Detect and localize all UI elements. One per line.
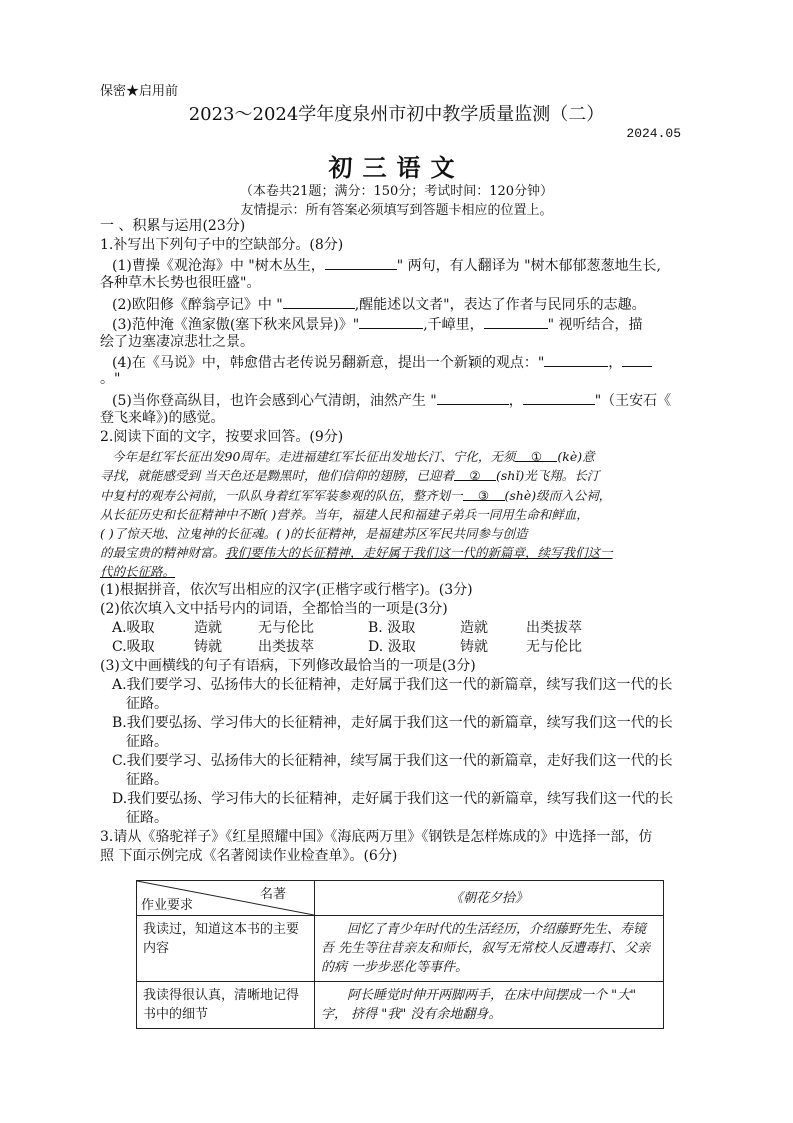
choice-d-line1: D.我们要弘扬、学习伟大的长征精神，走好属于我们这一代的新篇章，续写我们这一代的长 xyxy=(112,791,674,807)
q1-item3-text-a: (3)范仲淹《渔家傲(塞下秋来风景异)》" xyxy=(112,317,360,333)
q1-item5 xyxy=(112,390,700,411)
q1-item5-cont: 登飞来峰》)的感觉。 xyxy=(100,410,225,426)
q1-item3 xyxy=(112,314,700,335)
q1-stem: 1.补写出下列句子中的空缺部分。(8分) xyxy=(100,237,344,253)
q1-item5-text-a: (5)当你登高纵目，也许会感到心气清朗，油然产生 " xyxy=(112,393,437,409)
option-d-word3: 无与伦比 xyxy=(526,639,582,655)
table-header-cell xyxy=(137,881,315,916)
q2-stem: 2.阅读下面的文字，按要求回答。(9分) xyxy=(100,429,344,445)
option-b-word2: 造就 xyxy=(460,620,488,636)
q2-sub2: (2)依次填入文中括号内的词语，全都恰当的一项是(3分) xyxy=(100,601,448,617)
reading-line-3 xyxy=(100,486,700,506)
answer-blank xyxy=(359,314,423,329)
answer-blank xyxy=(484,314,548,329)
option-b-word3: 出类拔萃 xyxy=(526,620,582,636)
q1-item5-text-b: ， xyxy=(508,393,523,409)
q1-item2-text-b: ,醒能述以文者"，表达了作者与民同乐的志趣。 xyxy=(354,297,646,313)
reading-text: 今年是红军长征出发90周年。走进福建红军长征出发地长汀、宁化，无须 xyxy=(112,449,516,464)
choice-d-line2: 征路。 xyxy=(126,810,168,826)
q1-item4-cont: 。" xyxy=(100,371,121,387)
answer-cell-2: 阿长睡觉时伸开两脚两手，在床中间摆成一个 "大" 字， 挤得 "我" 没有余地翻身。 xyxy=(315,982,664,1029)
exam-date: 2024.05 xyxy=(626,126,681,141)
q1-item1-text-a: (1)曹操《观沧海》中 "树木丛生， xyxy=(112,258,325,274)
answer-blank xyxy=(523,390,595,405)
requirement-cell-1: 我读过，知道这本书的主要内容 xyxy=(137,916,315,982)
reading-text: (shè)级而入公祠， xyxy=(504,488,612,503)
q1-item1-text-b: " 两句，有人翻译为 "树木郁郁葱葱地生长, xyxy=(396,258,661,274)
choice-b-line2: 征路。 xyxy=(126,734,168,750)
q1-item3-text-b: ,千嶂里， xyxy=(423,317,484,333)
option-b-word1: B. 汲取 xyxy=(368,620,416,636)
q1-item1 xyxy=(112,255,700,276)
q1-item3-cont: 绘了边塞凄凉悲壮之景。 xyxy=(100,334,254,350)
option-row-ab xyxy=(112,619,700,638)
reading-line-4: 从长征历史和长征精神中不断( )营养。当年，福建人民和福建子弟兵一同用生命和鲜血， xyxy=(100,507,589,522)
q3-stem-1: 3.请从《骆驼祥子》《红星照耀中国》《海底两万里》《钢铁是怎样炼成的》中选择一部，仿 xyxy=(100,829,653,845)
q1-item4-text-b: ， xyxy=(608,355,623,371)
reading-checklist-table xyxy=(136,880,664,1029)
answer-blank xyxy=(283,294,355,309)
reading-line-5: ( )了惊天地、泣鬼神的长征魂。( )的长征精神，是福建苏区军民共同参与创造 xyxy=(100,526,528,541)
q2-sub3: (3)文中画横线的句子有语病，下列修改最恰当的一项是(3分) xyxy=(100,658,476,674)
answer-blank xyxy=(622,352,652,367)
blank-3: ③ xyxy=(463,486,505,501)
option-a-word1: A.吸取 xyxy=(112,620,155,636)
exam-info: （本卷共21题；满分：150分；考试时间：120分钟） xyxy=(239,184,554,199)
q1-item3-text-c: " 视听结合，描 xyxy=(547,317,643,333)
exam-tip: 友情提示：所有答案必须填写到答题卡相应的位置上。 xyxy=(240,203,553,218)
option-c-word3: 出类拔萃 xyxy=(258,639,314,655)
confidential-label: 保密★启用前 xyxy=(100,84,179,99)
answer-blank xyxy=(437,390,509,405)
reading-text: (shǐ)光飞翔。长汀 xyxy=(495,468,600,483)
option-d-word2: 铸就 xyxy=(460,639,488,655)
choice-c-line2: 征路。 xyxy=(126,772,168,788)
q2-sub1: (1)根据拼音，依次写出相应的汉字(正楷字或行楷字)。(3分) xyxy=(100,582,473,598)
choice-a-line2: 征路。 xyxy=(126,696,168,712)
option-row-cd xyxy=(112,638,700,657)
option-c-word1: C.吸取 xyxy=(112,639,155,655)
q1-item2-text-a: (2)欧阳修《醉翁亭记》中 " xyxy=(112,297,283,313)
section-heading: 一 、积累与运用(23分) xyxy=(100,218,246,234)
choice-c-line1: C.我们要学习、弘扬伟大的长征精神，续写属于我们这一代的新篇章，走好我们这一代的长 xyxy=(112,753,673,769)
reading-line-2 xyxy=(100,466,700,486)
header-req-label: 作业要求 xyxy=(141,898,194,913)
q1-item5-text-c: "（王安石《 xyxy=(594,393,672,409)
answer-blank xyxy=(544,352,608,367)
q1-item4-text-a: (4)在《马说》中，韩愈借古老传说另翻新意，提出一个新颖的观点：" xyxy=(112,355,545,371)
option-c-word2: 铸就 xyxy=(194,639,222,655)
blank-1: ① xyxy=(515,447,557,462)
option-a-word3: 无与伦比 xyxy=(258,620,314,636)
q3-stem-2: 照 下面示例完成《名著阅读作业检查单》。(6分) xyxy=(100,848,398,864)
book-title-cell: 《朝花夕拾》 xyxy=(315,881,664,916)
underlined-sentence: 我们要伟大的长征精神，走好属于我们这一代的新篇章，续写我们这一 xyxy=(225,545,613,560)
option-a-word2: 造就 xyxy=(194,620,222,636)
answer-cell-1: 回忆了青少年时代的生活经历，介绍藤野先生、寿镜吾 先生等往昔亲友和师长，叙写无常校人反遭毒打、父亲的病 一步步恶化等事件。 xyxy=(315,916,664,982)
header-book-label: 名著 xyxy=(259,887,286,902)
q1-item1-cont: 各种草木长势也很旺盛"。 xyxy=(100,275,261,291)
reading-text: 的最宝贵的精神财富。 xyxy=(100,545,226,560)
reading-text: (kè)意 xyxy=(557,449,595,464)
q1-item2 xyxy=(112,294,700,315)
option-d-word1: D. 汲取 xyxy=(368,639,416,655)
reading-line-1 xyxy=(112,447,700,467)
reading-text: 中复村的观寿公祠前，一队队身着红军军装参观的队伍，整齐划一 xyxy=(100,488,463,503)
answer-blank xyxy=(325,255,397,270)
choice-b-line1: B.我们要弘扬、学习伟大的长征精神，走好属于我们这一代的新篇章，续写我们这一代的长 xyxy=(112,715,673,731)
reading-line-7 xyxy=(100,562,700,582)
requirement-cell-2: 我读得很认真，清晰地记得书中的细节 xyxy=(137,982,315,1029)
subject-title: 初三语文 xyxy=(328,154,465,182)
blank-2: ② xyxy=(454,466,496,481)
exam-title: 2023～2024学年度泉州市初中教学质量监测（二） xyxy=(188,104,605,125)
reading-text: 寻找，就能感受到 当天色还是黝黑时，他们信仰的翅膀，已迎着 xyxy=(100,468,454,483)
underlined-sentence: 代的长征路。 xyxy=(100,564,176,579)
choice-a-line1: A.我们要学习、弘扬伟大的长征精神，走好属于我们这一代的新篇章，续写我们这一代的长 xyxy=(112,677,673,693)
reading-line-6 xyxy=(100,543,700,563)
